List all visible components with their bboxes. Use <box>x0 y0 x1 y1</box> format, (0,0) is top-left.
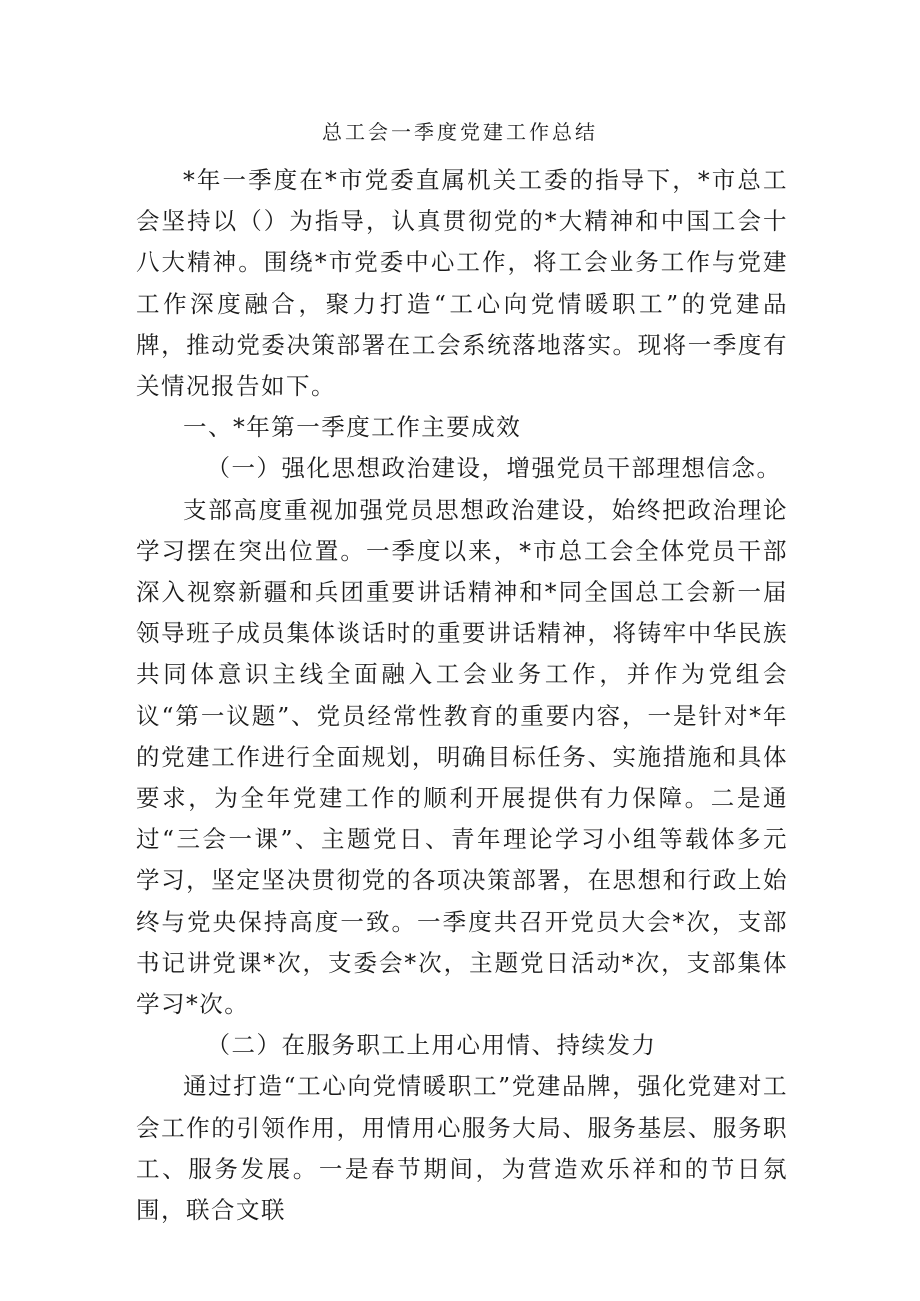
document-title: 总工会一季度党建工作总结 <box>322 120 598 144</box>
subsection-1-paragraph: 支部高度重视加强党员思想政治建设，始终把政治理论学习摆在突出位置。一季度以来，*市总工会全体党员干部深入视察新疆和兵团重要讲话精神和*同全国总工会新一届领导班子成员集体谈话时的重要讲话精神，将铸牢中华民族共同体意识主线全面融入工会业务工作，并作为党组会议“第一议题”、党员经常性教育的重要内容，一是针对*年的党建工作进行全面规划，明确目标任务、实施措施和具体要求，为全年党建工作的顺利开展提供有力保障。二是通过“三会一课”、主题党日、青年理论学习小组等载体多元学习，坚定坚决贯彻党的各项决策部署，在思想和行政上始终与党央保持高度一致。一季度共召开党员大会*次，支部书记讲党课*次，支委会*次，主题党日活动*次，支部集体学习*次。 <box>136 495 788 1019</box>
subsection-heading-2: （二）在服务职工上用心用情、持续发力 <box>206 1031 657 1060</box>
document-body <box>136 160 788 1231</box>
subsection-heading-1: （一）强化思想政治建设，增强党员干部理想信念。 <box>206 454 782 483</box>
subsection-2-paragraph: 通过打造“工心向党情暖职工”党建品牌，强化党建对工会工作的引领作用，用情用心服务大局、服务基层、服务职工、服务发展。一是春节期间，为营造欢乐祥和的节日氛围，联合文联 <box>136 1072 788 1225</box>
intro-paragraph: *年一季度在*市党委直属机关工委的指导下，*市总工会坚持以（）为指导，认真贯彻党的*大精神和中国工会十八大精神。围绕*市党委中心工作，将工会业务工作与党建工作深度融合，聚力打造“工心向党情暖职工”的党建品牌，推动党委决策部署在工会系统落地落实。现将一季度有关情况报告如下。 <box>136 166 788 401</box>
section-heading-1: 一、*年第一季度工作主要成效 <box>183 413 522 442</box>
